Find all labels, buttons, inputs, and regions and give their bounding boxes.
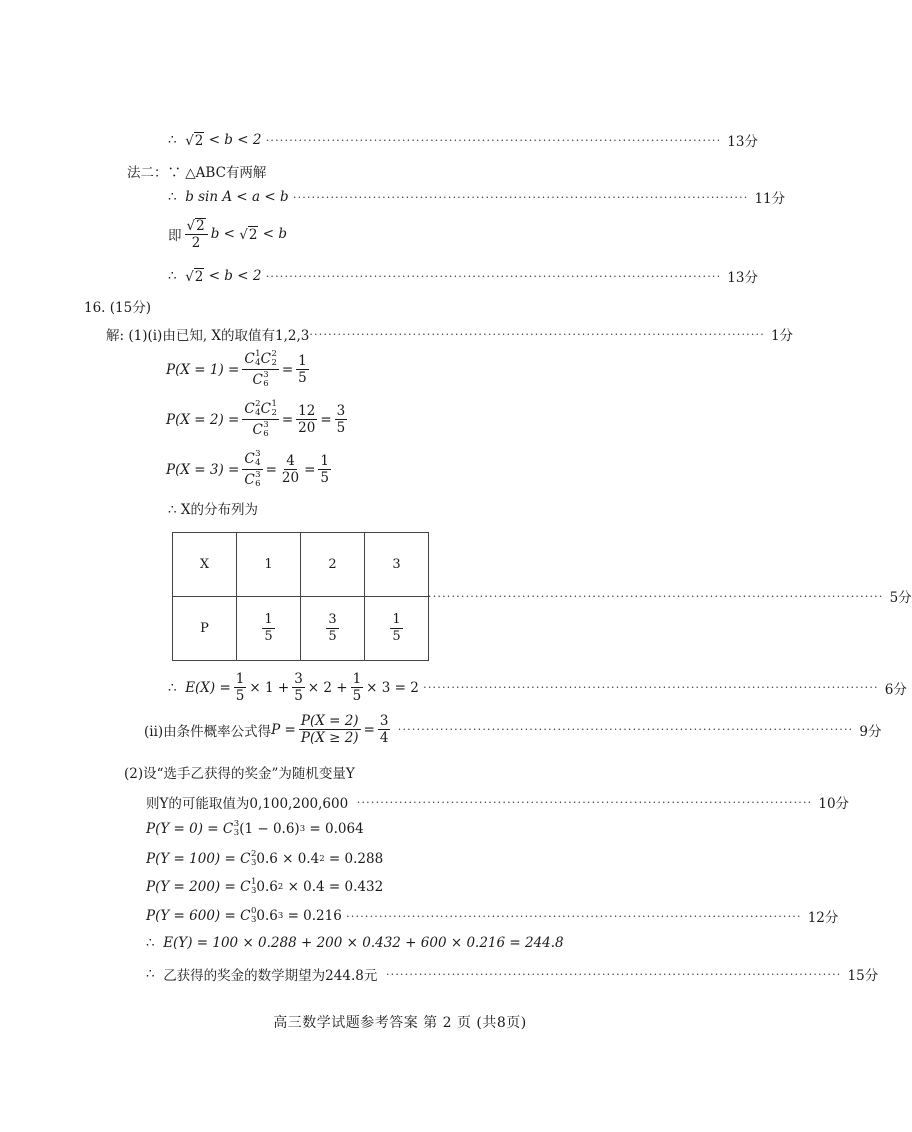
therefore-symbol: ∴ bbox=[168, 679, 177, 696]
numerator: 1 bbox=[392, 612, 401, 628]
numerator: 1 bbox=[264, 612, 273, 628]
combination-fraction: C 1 4 C 2 2 C 3 6 bbox=[244, 349, 277, 389]
prob-result: × 0.4 = 0.432 bbox=[287, 879, 384, 895]
numerator: 1 bbox=[320, 452, 329, 469]
y-values-text: 则Y的可能取值为0,100,200,600 bbox=[146, 796, 349, 812]
dot-leader: ································································································· bbox=[428, 589, 884, 603]
line-sqrt2-b-2 bbox=[168, 130, 758, 150]
table-row bbox=[173, 533, 429, 597]
therefore-symbol: ∴ bbox=[146, 966, 155, 982]
y-values-line bbox=[146, 792, 850, 812]
table-cell: X bbox=[173, 533, 237, 597]
prob-y200: P(Y = 200) = C 1 3 0.6 2 × 0.4 = 0.432 bbox=[146, 877, 384, 896]
fraction: $\frac{1}{5}$ bbox=[352, 671, 362, 705]
fraction: $\frac{1}{5}$ bbox=[235, 671, 245, 705]
conditional-prob-line bbox=[144, 713, 882, 747]
part2-heading bbox=[124, 762, 355, 782]
conditional-fraction bbox=[299, 714, 361, 745]
dot-leader: ································································································· bbox=[385, 967, 842, 981]
denominator: 5 bbox=[328, 629, 337, 644]
inequality-text: b < bbox=[210, 226, 235, 243]
prob-lhs: P(X = 3) = bbox=[166, 461, 240, 478]
subscript: 6 bbox=[263, 379, 269, 389]
score-label: 6分 bbox=[884, 681, 907, 698]
table-cell: 3 bbox=[365, 533, 429, 597]
term-text: × 1 + bbox=[249, 679, 290, 696]
dot-leader: ································································································· bbox=[292, 190, 749, 204]
prob-lhs: P(Y = 200) = bbox=[146, 879, 236, 895]
result-fraction bbox=[296, 354, 309, 385]
numerator: 3 bbox=[379, 713, 389, 729]
conditional-text: (ii)由条件概率公式得 bbox=[144, 723, 272, 740]
radicand: 2 bbox=[194, 132, 204, 149]
table-cell: 1 bbox=[237, 533, 301, 597]
question-number: 16. (15分) bbox=[84, 300, 151, 316]
prob-term: 0.6 bbox=[256, 879, 278, 895]
final-answer-line bbox=[146, 964, 879, 984]
prob-term: 0.6 × 0.4 bbox=[256, 851, 320, 867]
denominator: 5 bbox=[320, 470, 329, 486]
prob-y600: P(Y = 600) = C 0 3 0.6 3 = 0.216 ································································································· 12分 bbox=[146, 906, 839, 926]
denominator: 5 bbox=[264, 629, 273, 644]
dot-leader: ································································································· bbox=[423, 681, 879, 695]
inequality-text: b sin A < a < b bbox=[185, 189, 289, 205]
result-fraction bbox=[378, 714, 391, 745]
radicand: 2 bbox=[196, 218, 205, 234]
prob-result: = 0.216 bbox=[287, 908, 342, 924]
sqrt-2: √ 2 bbox=[185, 132, 204, 149]
prob-term: (1 − 0.6) bbox=[239, 821, 300, 837]
page-footer: 高三数学试题参考答案 第 2 页 (共8页) bbox=[273, 1015, 527, 1031]
result-fraction bbox=[335, 404, 348, 435]
table-cell bbox=[301, 597, 365, 661]
mid-fraction bbox=[296, 404, 317, 435]
prob-y0: P(Y = 0) = C 3 3 (1 − 0.6) 3 = 0.064 bbox=[146, 819, 364, 838]
numerator: 3 bbox=[336, 402, 346, 419]
score-label: 12分 bbox=[807, 910, 839, 926]
therefore-symbol: ∴ bbox=[146, 935, 155, 951]
table-row bbox=[173, 597, 429, 661]
method2-heading bbox=[127, 161, 266, 181]
prob-lhs: P(X = 1) = bbox=[166, 361, 240, 378]
radicand: 2 bbox=[248, 226, 258, 243]
score-label: 9分 bbox=[859, 723, 882, 740]
prob-x3: P(X = 3) = C 3 4 C 3 6 = $\frac{4}{20}$ = $\frac{1}{5}$ bbox=[166, 449, 329, 489]
expectation-x-line bbox=[168, 671, 907, 705]
prob-y100: P(Y = 100) = C 2 3 0.6 × 0.4 2 = 0.288 bbox=[146, 849, 384, 868]
expectation-text: E(Y) = 100 × 0.288 + 200 × 0.432 + 600 × 0.216 = 244.8 bbox=[163, 935, 564, 951]
table-cell bbox=[365, 597, 429, 661]
combination-fraction: C 2 4 C 1 2 C 3 6 bbox=[244, 399, 277, 439]
denominator: 20 bbox=[281, 470, 300, 486]
dot-leader: ································································································· bbox=[265, 133, 722, 147]
term-text: × 2 + bbox=[307, 679, 348, 696]
term-text: × 3 = 2 bbox=[366, 679, 419, 696]
score-label: 15分 bbox=[847, 968, 879, 984]
distribution-label bbox=[168, 498, 258, 518]
denominator: 2 bbox=[191, 235, 201, 252]
method-condition: △ABC有两解 bbox=[185, 165, 267, 181]
sqrt-2: √ 2 bbox=[185, 268, 204, 285]
dot-leader: ································································································· bbox=[309, 327, 765, 341]
dot-leader: ································································································· bbox=[356, 795, 813, 809]
ji-label: 即 bbox=[168, 228, 182, 245]
solution-text: 解: (1)(i)由已知, X的取值有1,2,3 bbox=[106, 328, 310, 344]
prob-lhs: P(Y = 0) = bbox=[146, 821, 219, 837]
score-label: 13分 bbox=[727, 134, 758, 150]
score-label: 13分 bbox=[727, 270, 758, 286]
distribution-table bbox=[172, 532, 429, 661]
table-cell: P bbox=[173, 597, 237, 661]
score-label: 1分 bbox=[770, 328, 794, 344]
method-label: 法二：∵ bbox=[127, 165, 181, 181]
fraction-sqrt2-over-2: √ 2 2 bbox=[185, 218, 208, 250]
score-label: 10分 bbox=[818, 796, 850, 812]
inequality-text: < b < 2 bbox=[208, 268, 262, 284]
table-score-line bbox=[428, 586, 912, 606]
dot-leader: ································································································· bbox=[397, 723, 854, 737]
table-cell bbox=[237, 597, 301, 661]
denominator: 5 bbox=[336, 420, 346, 436]
denominator: 5 bbox=[392, 629, 401, 644]
prob-lhs: P(Y = 100) = bbox=[146, 851, 236, 867]
equals-sign: = bbox=[363, 721, 375, 738]
score-label: 11分 bbox=[754, 191, 786, 207]
part2-text: (2)设“选手乙获得的奖金”为随机变量Y bbox=[124, 766, 355, 782]
prob-term: 0.6 bbox=[256, 908, 278, 924]
numerator: 12 bbox=[298, 402, 316, 419]
combination-fraction: C 3 4 C 3 6 bbox=[244, 449, 261, 489]
prob-result: = 0.288 bbox=[328, 851, 384, 867]
p-label: P = bbox=[271, 721, 296, 738]
line-bsinA bbox=[168, 187, 786, 207]
sqrt-2: √ 2 bbox=[239, 226, 258, 243]
therefore-symbol: ∴ bbox=[168, 268, 177, 284]
table-cell: 2 bbox=[301, 533, 365, 597]
prob-lhs: P(X = 2) = bbox=[166, 411, 240, 428]
numerator: P(X = 2) bbox=[300, 713, 359, 729]
dot-leader: ································································································· bbox=[346, 909, 802, 923]
prob-result: = 0.064 bbox=[309, 821, 364, 837]
denominator: 20 bbox=[298, 420, 316, 436]
therefore-symbol: ∴ bbox=[168, 132, 177, 148]
denominator: 4 bbox=[379, 730, 389, 747]
result-fraction bbox=[318, 454, 331, 485]
therefore-symbol: ∴ bbox=[168, 189, 177, 205]
denominator: P(X ≥ 2) bbox=[300, 730, 359, 747]
prob-x2: P(X = 2) = C 2 4 C 1 2 C 3 6 = $\frac{12}{20}$ = $\frac{3}{5}$ bbox=[166, 399, 346, 439]
prob-lhs: P(Y = 600) = bbox=[146, 908, 236, 924]
numerator: 1 bbox=[298, 352, 307, 369]
q16-heading bbox=[84, 296, 151, 316]
expectation-lhs: E(X) = bbox=[185, 679, 231, 696]
fraction: $\frac{3}{5}$ bbox=[294, 671, 303, 705]
distribution-text: ∴ X的分布列为 bbox=[168, 502, 258, 518]
q16-solution-line bbox=[106, 324, 794, 344]
inequality-text: < b < 2 bbox=[208, 132, 262, 148]
inequality-tail: < b bbox=[262, 226, 287, 243]
mid-fraction bbox=[280, 454, 301, 485]
line-ji-inequality bbox=[168, 218, 287, 250]
numerator: 4 bbox=[286, 452, 295, 469]
denominator: 5 bbox=[298, 370, 307, 386]
line-sqrt2-b-2-second bbox=[168, 266, 758, 286]
prob-x1: P(X = 1) = C 1 4 C 2 2 C 3 6 = $\frac{1}{5}$ bbox=[166, 349, 307, 389]
score-label: 5分 bbox=[889, 590, 912, 606]
expectation-y-line bbox=[146, 935, 564, 951]
dot-leader: ································································································· bbox=[265, 269, 722, 283]
numerator: 3 bbox=[328, 612, 337, 628]
radicand: 2 bbox=[194, 268, 204, 285]
final-answer-text: 乙获得的奖金的数学期望为244.8元 bbox=[163, 968, 378, 984]
